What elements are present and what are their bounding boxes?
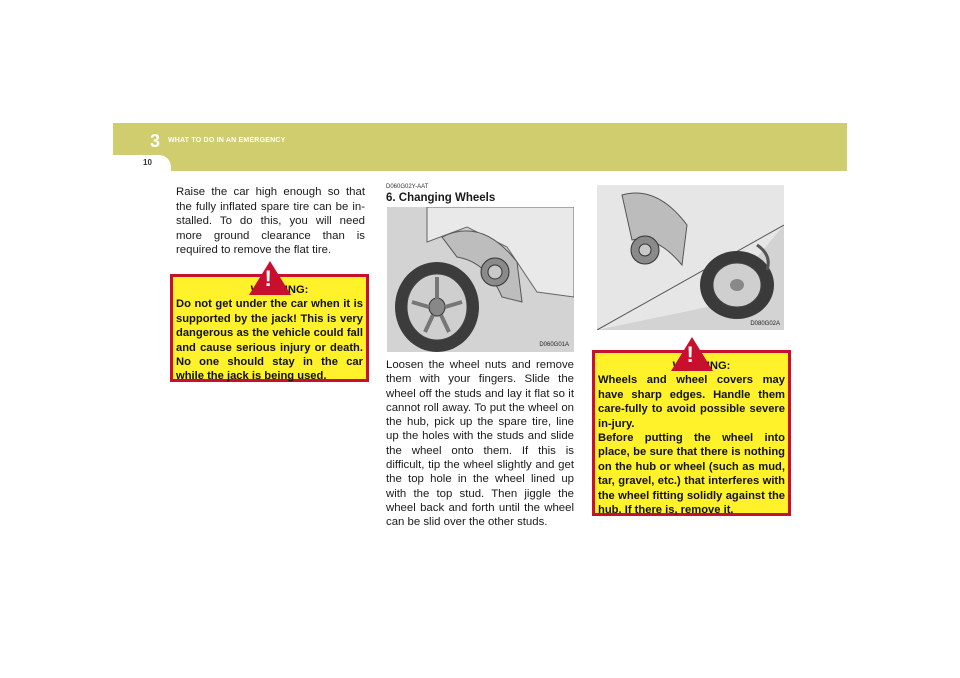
warning-triangle-icon xyxy=(249,261,291,295)
warning-box-sharp-edges xyxy=(592,342,791,517)
warning-body: Wheels and wheel covers may have sharp edges. Handle them care-fully to avoid possible severe in-jury. Before putting the wheel into place, be sure that there is nothing on the hub or wheel (such as mud, tar, gravel, etc.) that interferes with the wheel fitting solidly against the hub. If there is, remove it. xyxy=(598,374,785,517)
changing-wheels-paragraph: Loosen the wheel nuts and remove them with your fingers. Slide the wheel off the studs and lay it flat so it cannot roll away. To put the wheel on the hub, pick up the spare tire, line up the holes with the studs and slide the wheel onto them. If this is difficult, tip the wheel slightly and get the top hole in the wheel lined up with the top stud. Then jiggle the wheel back and forth until the wheel can be slid over the other studs. xyxy=(386,359,574,529)
warning-body: Do not get under the car when it is supported by the jack! This is very dangerous as the vehicle could fall and cause serious injury or death. No one should stay in the car while the jack is being used. xyxy=(176,298,363,383)
warning-title: WARNING: xyxy=(250,284,309,296)
chapter-title: WHAT TO DO IN AN EMERGENCY xyxy=(168,137,286,144)
page-number-tab xyxy=(113,155,171,171)
warning-box-jack xyxy=(170,266,369,383)
spare-tire-illustration xyxy=(597,185,784,330)
figure-label-right: D080G02A xyxy=(750,321,780,327)
figure-spare-tire xyxy=(597,185,784,330)
intro-paragraph: Raise the car high enough so that the fully inflated spare tire can be in-stalled. To do this, you will need more ground clearance than is required to remove the flat tire. xyxy=(176,186,365,257)
header-band xyxy=(113,123,847,171)
chapter-number: 3 xyxy=(150,131,161,151)
warning-title: WARNING: xyxy=(672,360,731,372)
figure-label: D060G01A xyxy=(539,342,569,348)
warning-triangle-icon xyxy=(671,337,713,371)
section-title: 6. Changing Wheels xyxy=(386,192,496,204)
section-code: D060G02Y-AAT xyxy=(386,184,429,190)
warning-exclamation: ! xyxy=(686,342,694,367)
page-number: 10 xyxy=(143,158,152,167)
figure-wheel-removal xyxy=(387,207,574,352)
wheel-removal-illustration xyxy=(387,207,574,352)
warning-exclamation: ! xyxy=(264,266,272,291)
